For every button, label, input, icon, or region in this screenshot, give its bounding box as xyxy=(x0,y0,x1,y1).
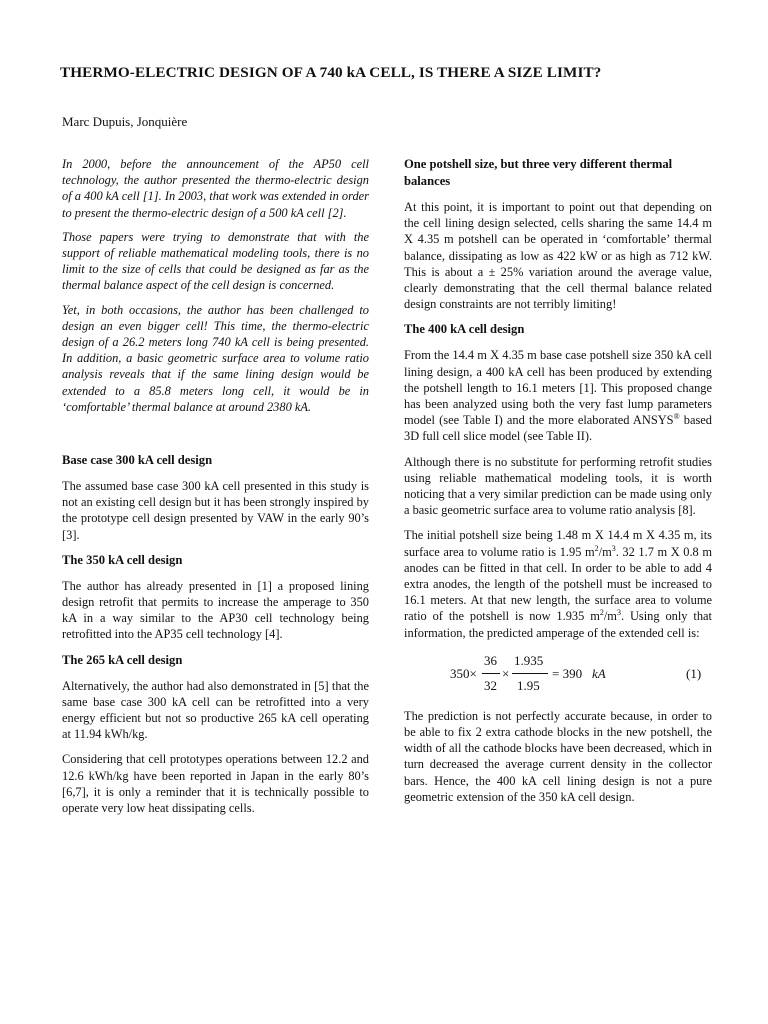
equation-1 xyxy=(404,650,712,698)
eq-lead: 350× xyxy=(450,665,477,681)
body-paragraph: Alternatively, the author had also demonstrated in [5] that the same base case 300 kA cell can be retrofitted into a very energy efficient but not so productive 265 kA cell operating at 11.94 kWh/kg. xyxy=(62,678,369,742)
superscript: 2 xyxy=(594,543,599,553)
abstract-paragraph: Yet, in both occasions, the author has been challenged to design an even bigger cell! This time, the thermo-electric design of a 26.2 meters long 740 kA cell is being presented. In addition, a basic geometric surface area to volume ratio analysis reveals that if the same lining design would be extended to a 85.8 meters long cell, it would be in ‘comfortable’ thermal balance at around 2380 kA. xyxy=(62,302,369,414)
eq-numerator-2: 1.935 xyxy=(514,652,544,668)
section-heading-400ka: The 400 kA cell design xyxy=(404,322,525,337)
right-column xyxy=(404,156,712,814)
body-paragraph: The assumed base case 300 kA cell presented in this study is not an existing cell design but it has been strongly inspired by the prototype cell design presented by VAW in the early 90’s [3]. xyxy=(62,479,369,542)
section-heading-potshell: One potshell size, but three very different thermal balances xyxy=(404,157,673,188)
eq-numerator-1: 36 xyxy=(484,652,497,668)
body-paragraph: Although there is no substitute for performing retrofit studies using reliable mathematical modeling tools, it is worth noticing that a very similar prediction can be made using only a basic geometric surface area to volume ratio analysis [8]. xyxy=(404,454,712,518)
body-paragraph: The author has already presented in [1] a proposed lining design retrofit that permits to increase the amperage to 350 kA in a way similar to the AP30 cell technology being retrofitted into the AP35 cell technology [4]. xyxy=(62,578,369,642)
body-paragraph: Considering that cell prototypes operations between 12.2 and 12.6 kWh/kg have been reported in Japan in the early 80’s [6,7], it is only a reminder that it is technically possible to operate very low heat dissipating cells. xyxy=(62,752,369,816)
eq-result: = 390 xyxy=(552,665,583,681)
abstract xyxy=(62,156,369,415)
spacer xyxy=(62,423,369,452)
abstract-paragraph: In 2000, before the announcement of the AP50 cell technology, the author presented the thermo-electric design of a 400 kA cell [1]. In 2003, that work was extended in order to present the thermo-electric design of a 500 kA cell [2]. xyxy=(62,157,369,220)
left-column xyxy=(62,156,369,825)
eq-denominator-2: 1.95 xyxy=(517,677,540,693)
text-run: . 32 1.7 m X 0.8 m anodes can be fitted in that cell. In order to be able to add 4 extra anodes, the length of the potshell must be increased to 16.1 meters. At that new length, the surface area to volume ratio of the potshell is now 1.935 m xyxy=(404,544,712,624)
eq-times: × xyxy=(502,665,510,681)
section-heading-350ka: The 350 kA cell design xyxy=(62,552,183,567)
body-paragraph xyxy=(404,527,712,640)
eq-number: (1) xyxy=(686,665,702,681)
text-run: based 3D full cell slice model (see Table II). xyxy=(404,413,713,444)
registered-mark: ® xyxy=(673,412,680,422)
author-line: Marc Dupuis, Jonquière xyxy=(62,114,188,129)
abstract-paragraph: Those papers were trying to demonstrate that with the support of reliable mathematical modeling tools, there is no limit to the size of cells that could be designed as far as the thermal balance aspect of the cell design is concerned. xyxy=(62,229,369,293)
text-run: . Using only that information, the predicted amperage of the extended cell is: xyxy=(404,609,712,640)
fraction-bar xyxy=(512,673,548,674)
superscript: 3 xyxy=(611,543,616,553)
body-paragraph xyxy=(404,347,712,444)
eq-unit: kA xyxy=(592,665,606,681)
paper-title: THERMO-ELECTRIC DESIGN OF A 740 kA CELL, IS THERE A SIZE LIMIT? xyxy=(60,64,602,81)
superscript: 2 xyxy=(599,608,604,618)
body-paragraph: At this point, it is important to point out that depending on the cell lining design selected, cells sharing the same 14.4 m X 4.35 m potshell can be operated in ‘comfortable’ thermal balance, dissipating as low as 422 kW or as high as 712 kW. This is about a ± 25% variation around the average value, clearly demonstrating that the cell thermal balance related design constraints are not terribly limiting! xyxy=(404,200,712,312)
fraction-bar xyxy=(482,673,500,674)
text-run: /m xyxy=(603,609,617,624)
superscript: 3 xyxy=(616,608,621,618)
eq-denominator-1: 32 xyxy=(484,677,497,693)
section-heading-265ka: The 265 kA cell design xyxy=(62,652,183,667)
text-run: /m xyxy=(598,544,612,559)
text-run: The initial potshell size being 1.48 m X 14.4 m X 4.35 m, its surface area to volume ratio is 1.95 m xyxy=(404,528,712,559)
text-run: From the 14.4 m X 4.35 m base case potshell size 350 kA cell lining design, a 400 kA cell has been produced by extending the potshell length to 16.1 meters [1]. This proposed change has been analyzed using both the very fast lump parameters model (see Table I) and the more elaborated ANSYS xyxy=(404,348,712,428)
body-paragraph: The prediction is not perfectly accurate because, in order to be able to fix 2 extra cathode blocks in the new potshell, the width of all the cathode blocks have been decreased, which in turn decreased the average current density in the collector bars. Hence, the 400 kA cell lining design is not a pure geometric extension of the 350 kA cell design. xyxy=(404,708,712,804)
section-heading-base-case: Base case 300 kA cell design xyxy=(62,453,213,468)
